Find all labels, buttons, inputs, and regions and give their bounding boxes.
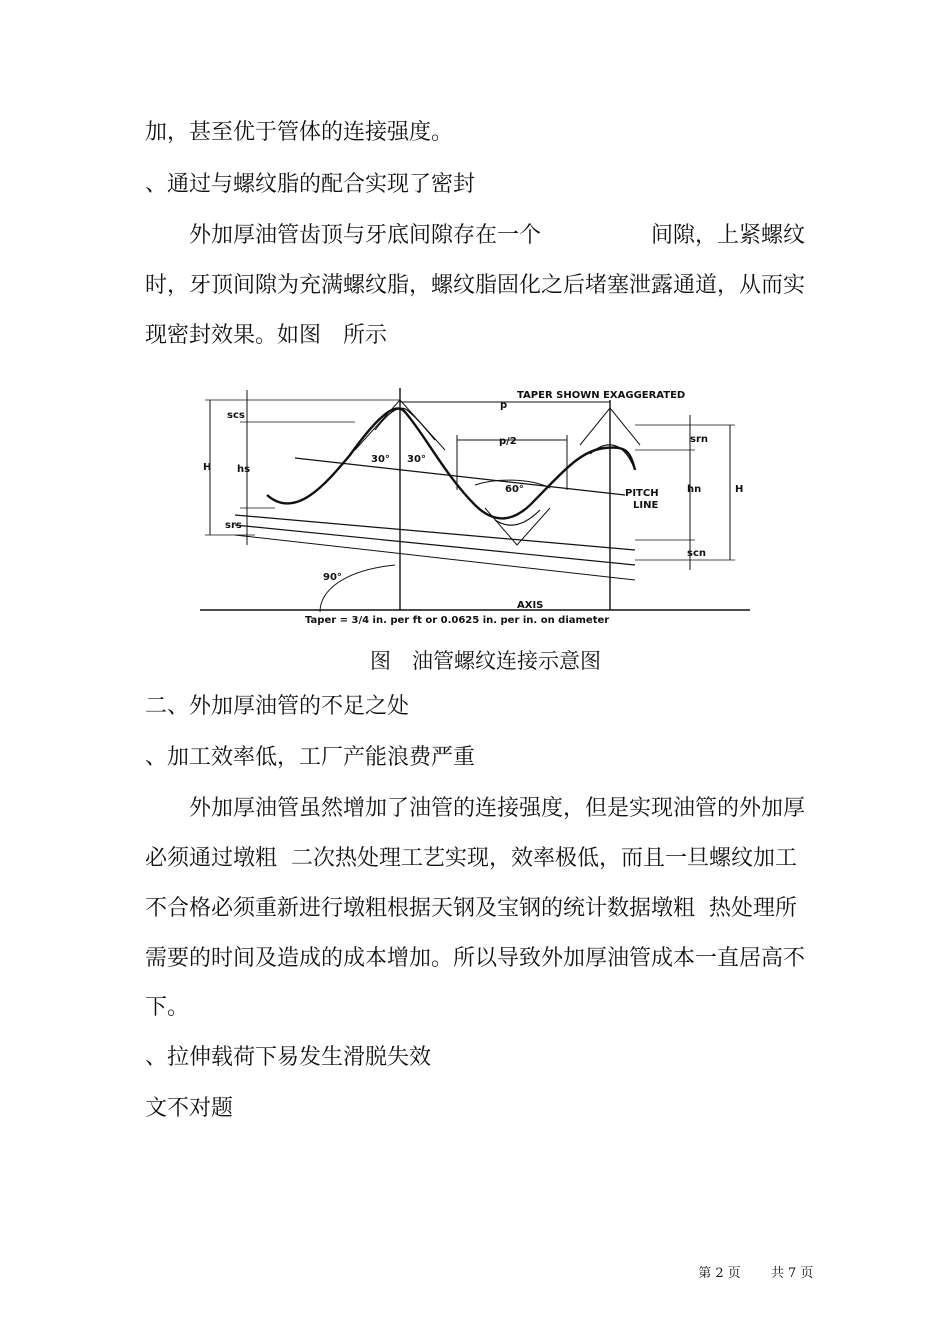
taper-note-label: TAPER SHOWN EXAGGERATED bbox=[517, 390, 686, 401]
text-line: 现密封效果。如图 所示 bbox=[145, 323, 388, 348]
text-line: 下。 bbox=[145, 995, 190, 1020]
section-heading: 、加工效率低，工厂产能浪费严重 bbox=[145, 745, 476, 770]
page-number: 第 2 页 bbox=[698, 1266, 741, 1281]
scn-label: scn bbox=[687, 548, 706, 559]
text-line: 加，甚至优于管体的连接强度。 bbox=[145, 120, 454, 145]
pitch-line-label: PITCH bbox=[625, 488, 659, 499]
h-left-label: H bbox=[203, 462, 212, 473]
page-footer bbox=[690, 1247, 843, 1281]
text-line: 需要的时间及造成的成本增加。所以导致外加厚油管成本一直居高不 bbox=[145, 946, 806, 971]
h-right-label: H bbox=[735, 484, 744, 495]
pitch-p-label: p bbox=[500, 400, 508, 411]
text-line: 外加厚油管齿顶与牙底间隙存在一个 间隙，上紧螺纹 bbox=[145, 223, 806, 248]
angle-30b-label: 30° bbox=[407, 454, 426, 465]
srn-label: srn bbox=[690, 434, 709, 445]
thread-diagram bbox=[195, 380, 755, 630]
hs-label: hs bbox=[237, 464, 251, 475]
taper-formula-label: Taper = 3/4 in. per ft or 0.0625 in. per in. on diameter bbox=[305, 615, 610, 626]
section-heading: 二、外加厚油管的不足之处 bbox=[145, 694, 410, 719]
text-line: 必须通过墩粗 二次热处理工艺实现，效率极低，而且一旦螺纹加工 bbox=[145, 846, 797, 871]
section-heading: 、拉伸载荷下易发生滑脱失效 bbox=[145, 1045, 432, 1070]
text-line: 外加厚油管虽然增加了油管的连接强度，但是实现油管的外加厚 bbox=[145, 796, 806, 821]
text-line: 文不对题 bbox=[145, 1096, 234, 1121]
scs-label: scs bbox=[227, 410, 245, 421]
text-line: 时，牙顶间隙为充满螺纹脂，螺纹脂固化之后堵塞泄露通道，从而实 bbox=[145, 273, 806, 298]
text-line: 不合格必须重新进行墩粗根据天钢及宝钢的统计数据墩粗 热处理所 bbox=[145, 896, 797, 921]
axis-label: AXIS bbox=[517, 600, 544, 611]
half-pitch-label: p/2 bbox=[499, 436, 517, 447]
figure-caption: 图 油管螺纹连接示意图 bbox=[370, 649, 601, 673]
srs-label: srs bbox=[225, 520, 242, 531]
section-heading: 、通过与螺纹脂的配合实现了密封 bbox=[145, 172, 476, 197]
hn-label: hn bbox=[687, 484, 702, 495]
page-total: 共 7 页 bbox=[770, 1266, 814, 1281]
pitch-line-label-2: LINE bbox=[633, 500, 659, 511]
angle-90-label: 90° bbox=[323, 572, 342, 583]
angle-60-label: 60° bbox=[505, 484, 524, 495]
angle-30-label: 30° bbox=[371, 454, 390, 465]
